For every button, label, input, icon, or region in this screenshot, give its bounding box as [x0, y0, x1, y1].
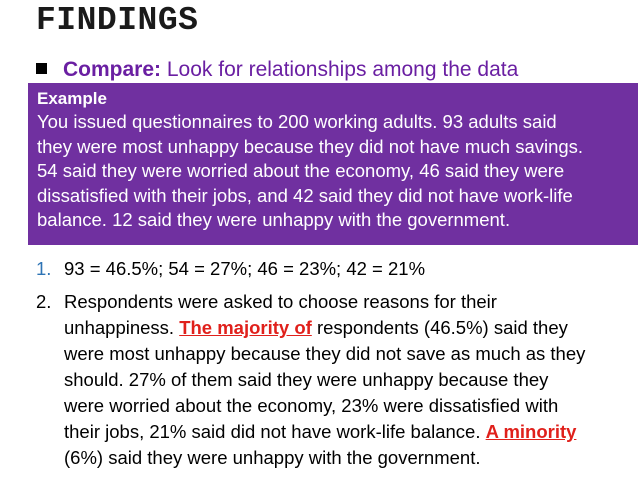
item-text: unhappiness.: [64, 317, 180, 338]
list-item: [36, 256, 636, 282]
compare-label: Compare:: [63, 58, 162, 81]
findings-list: [36, 256, 636, 471]
item-text: their jobs, 21% said did not have work-life balance.: [64, 421, 486, 442]
item-text: respondents (46.5%) said they: [311, 317, 568, 338]
item-text: 93 = 46.5%; 54 = 27%; 46 = 23%; 42 = 21%: [64, 258, 426, 279]
item-line: [64, 419, 636, 445]
item-line: should. 27% of them said they were unhappy because they: [64, 369, 549, 390]
item-line: were worried about the economy, 23% were dissatisfied with: [64, 395, 559, 416]
minority-highlight: A minority: [485, 421, 577, 442]
example-heading: Example: [37, 89, 107, 108]
item-number: 2.: [36, 291, 52, 312]
example-line: they were most unhappy because they did not have much savings.: [37, 135, 584, 157]
example-box: [28, 83, 638, 245]
example-line: balance. 12 said they were unhappy with the government.: [37, 209, 511, 230]
item-number: 1.: [36, 258, 52, 279]
example-line: 54 said they were worried about the economy, 46 said they were: [37, 160, 565, 181]
item-line: Respondents were asked to choose reasons for their: [64, 291, 497, 312]
list-item: [36, 289, 636, 471]
compare-bullet: [36, 58, 518, 82]
slide-title: FINDINGS: [36, 2, 199, 39]
item-line: (6%) said they were unhappy with the government.: [64, 447, 481, 468]
square-bullet-icon: [36, 63, 47, 74]
compare-text: Look for relationships among the data: [161, 58, 519, 81]
item-line: were most unhappy because they did not save as much as they: [64, 343, 586, 364]
example-line: You issued questionnaires to 200 working adults. 93 adults said: [37, 111, 557, 132]
item-line: [64, 315, 636, 341]
majority-highlight: The majority of: [179, 317, 312, 338]
example-line: dissatisfied with their jobs, and 42 said they did not have work-life: [37, 184, 573, 206]
